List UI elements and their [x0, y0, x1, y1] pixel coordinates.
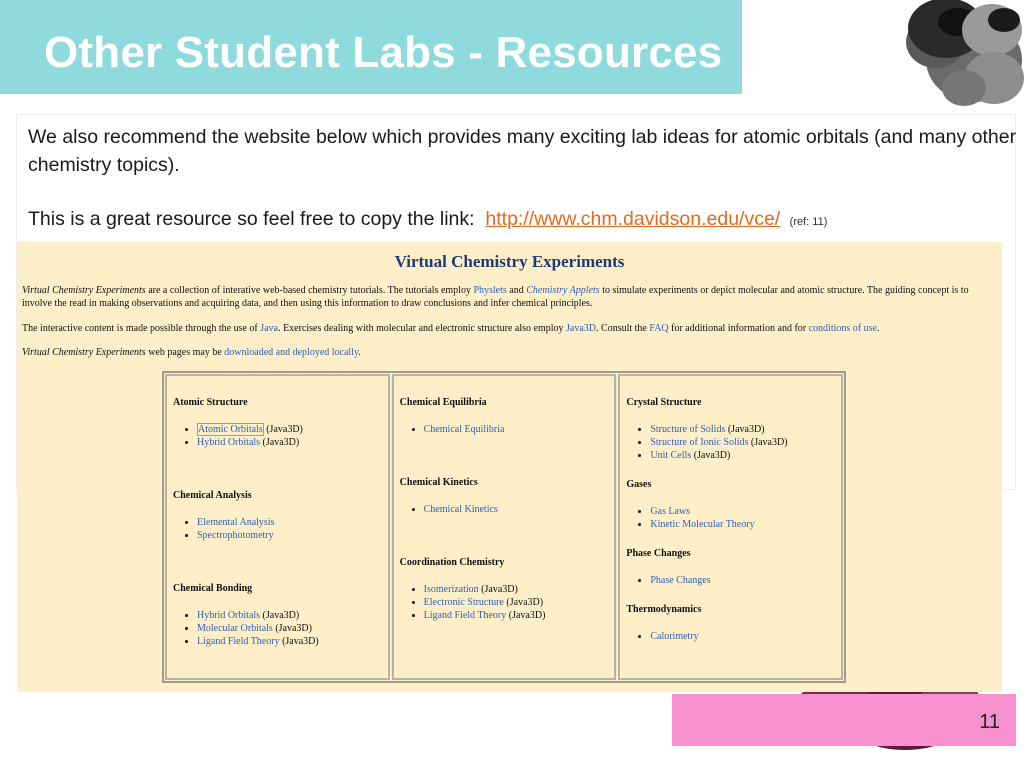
topic-link[interactable]: Atomic Orbitals [198, 424, 263, 435]
topic-suffix: (Java3D) [506, 610, 546, 621]
text: for additional information and for [668, 323, 809, 334]
topic-heading: Crystal Structure [626, 397, 702, 408]
topic-item [650, 630, 835, 643]
topic-heading: Phase Changes [626, 548, 691, 559]
topic-link[interactable]: Structure of Ionic Solids [650, 437, 749, 448]
page-number: 11 [979, 711, 1000, 733]
topic-item [650, 518, 835, 531]
topic-link[interactable]: Molecular Orbitals [197, 623, 273, 634]
topic-section [173, 396, 382, 489]
topic-link[interactable]: Elemental Analysis [197, 517, 275, 528]
topic-suffix: (Java3D) [263, 424, 303, 435]
java3d-link[interactable]: Java3D [566, 323, 597, 334]
topic-heading: Atomic Structure [173, 397, 248, 408]
topic-link[interactable]: Chemical Equilibria [423, 424, 505, 435]
topic-item [650, 574, 835, 587]
topic-suffix: (Java3D) [279, 636, 319, 647]
topic-item [424, 596, 609, 609]
slide-title: Other Student Labs - Resources [44, 28, 723, 77]
topic-section [626, 396, 835, 478]
topic-link[interactable]: Hybrid Orbitals [197, 437, 261, 448]
topics-column [392, 374, 617, 680]
topic-heading: Chemical Analysis [173, 490, 252, 501]
website-description [22, 284, 997, 310]
topic-suffix: (Java3D) [260, 437, 300, 448]
topic-item [197, 609, 382, 622]
physlets-link[interactable]: Physlets [473, 285, 507, 296]
topic-heading: Chemical Kinetics [399, 477, 478, 488]
reference-note: (ref: 11) [789, 216, 828, 228]
topic-heading: Thermodynamics [626, 604, 702, 615]
topic-item [650, 423, 835, 436]
text: are a collection of interative web-based chemistry tutorials. The tutorials employ [145, 285, 474, 296]
topic-heading: Gases [626, 479, 652, 490]
topic-section [173, 489, 382, 582]
topic-section [626, 547, 835, 603]
topic-item [197, 423, 382, 436]
text: . Consult the [596, 323, 650, 334]
topic-section [626, 478, 835, 547]
topic-item [197, 436, 382, 449]
topic-item [197, 529, 382, 542]
download-link[interactable]: downloaded and deployed locally [224, 347, 359, 358]
text: to simulate experiments or depict molecular and atomic structure. The guiding concept is to involve the read in making observations and acquiring data, and then using this information to draw conclusions and infer chemical principles. [22, 285, 969, 309]
text: . [876, 323, 880, 334]
topic-suffix: (Java3D) [478, 584, 518, 595]
text: web pages may be [145, 347, 225, 358]
topic-suffix: (Java3D) [691, 450, 731, 461]
text: . [358, 347, 361, 358]
resource-link[interactable]: http://www.chm.davidson.edu/vce/ [485, 208, 781, 230]
topic-suffix: (Java3D) [725, 424, 765, 435]
topic-section [173, 582, 382, 648]
topic-link[interactable]: Chemical Kinetics [423, 504, 498, 515]
topic-item [650, 449, 835, 462]
topic-item [424, 609, 609, 622]
title-bar [0, 0, 742, 94]
topic-link[interactable]: Isomerization [423, 584, 479, 595]
website-title: Virtual Chemistry Experiments [394, 252, 625, 271]
topics-column [618, 374, 843, 680]
topic-section [400, 556, 609, 622]
site-name: Virtual Chemistry Experiments [22, 285, 146, 296]
java-link[interactable]: Java [260, 323, 279, 334]
topics-column [165, 374, 390, 680]
topic-item [650, 505, 835, 518]
topic-item [197, 516, 382, 529]
topic-heading: Coordination Chemistry [399, 557, 505, 568]
topic-link[interactable]: Kinetic Molecular Theory [650, 519, 755, 530]
chemistry-applets-link[interactable] [526, 285, 599, 296]
topic-heading: Chemical Equilibria [399, 397, 487, 408]
topic-suffix: (Java3D) [260, 610, 300, 621]
topic-item [424, 583, 609, 596]
topic-item [197, 635, 382, 648]
topic-link[interactable]: Hybrid Orbitals [197, 610, 261, 621]
molecule-decoration-icon [854, 0, 1024, 110]
topic-link[interactable]: Spectrophotometry [197, 530, 274, 541]
topic-item [650, 436, 835, 449]
topic-link[interactable]: Phase Changes [650, 575, 711, 586]
topic-section [626, 603, 835, 643]
conditions-link[interactable]: conditions of use [808, 323, 877, 334]
link-paragraph [28, 205, 1018, 236]
faq-link[interactable]: FAQ [649, 323, 669, 334]
topic-item [424, 503, 609, 516]
text: The interactive content is made possible through the use of [22, 323, 261, 334]
footer-bar [672, 694, 1016, 746]
topic-suffix: (Java3D) [503, 597, 544, 608]
text: and [506, 285, 527, 296]
topic-link[interactable]: Unit Cells [650, 450, 692, 461]
topic-section [400, 396, 609, 476]
topic-suffix: (Java3D) [748, 437, 788, 448]
topic-section [400, 476, 609, 556]
website-tech-note [22, 322, 997, 335]
website-screenshot [17, 242, 1002, 692]
topic-heading: Chemical Bonding [173, 583, 253, 594]
site-name: Virtual Chemistry Experiments [22, 347, 146, 358]
intro-paragraph: We also recommend the website below which provides many exciting lab ideas for atomic orbitals (and many other chemistry topics). [28, 126, 1017, 176]
text: . Exercises dealing with molecular and electronic structure also employ [278, 323, 567, 334]
topic-suffix: (Java3D) [272, 623, 312, 634]
topic-link[interactable]: Electronic Structure [423, 597, 504, 608]
topic-item [424, 423, 609, 436]
website-download-note [22, 346, 997, 359]
topics-table [162, 371, 846, 683]
topic-link[interactable]: Ligand Field Theory [423, 610, 507, 621]
topic-link[interactable]: Calorimetry [650, 631, 699, 642]
topic-link[interactable]: Ligand Field Theory [197, 636, 280, 647]
topic-link[interactable]: Gas Laws [650, 506, 691, 517]
topic-link[interactable]: Structure of Solids [650, 424, 726, 435]
intro-text [28, 123, 1018, 236]
applets-label: Chemistry Applets [526, 285, 600, 296]
link-prefix: This is a great resource so feel free to copy the link: [28, 208, 475, 230]
topic-item [197, 622, 382, 635]
